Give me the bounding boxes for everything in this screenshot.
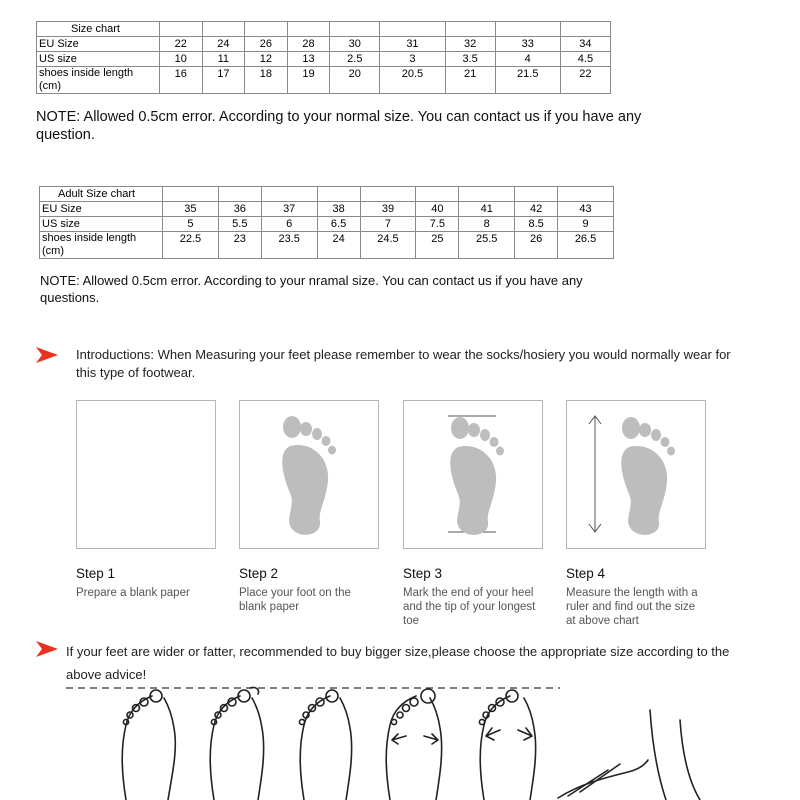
adult-us-row: US size 5 5.5 6 6.5 7 7.5 8 8.5 9 — [40, 217, 614, 232]
foot-outline-2 — [210, 687, 263, 800]
adult-eu-row: EU Size 35 36 37 38 39 40 41 42 43 — [40, 202, 614, 217]
footprint-icon — [567, 401, 705, 548]
measuring-intro: Introductions: When Measuring your feet please remember to wear the socks/hosiery you would normally wear for this type of footwear. — [76, 347, 731, 380]
foot-width-illustration — [60, 680, 720, 800]
kids-chart-title: Size chart — [37, 22, 160, 37]
foot-side-view — [558, 710, 700, 800]
step2-title: Step 2 — [239, 566, 279, 581]
foot-outline-1 — [122, 690, 175, 800]
adult-chart-title: Adult Size chart — [40, 187, 163, 202]
step2-desc: Place your foot on the blank paper — [239, 587, 351, 613]
footprint-icon — [404, 401, 542, 548]
adult-size-note: NOTE: Allowed 0.5cm error. According to your nramal size. You can contact us if you have any questions. — [40, 273, 583, 305]
foot-outline-5 — [479, 690, 535, 800]
adult-size-chart — [39, 186, 614, 259]
kids-size-note: NOTE: Allowed 0.5cm error. According to your normal size. You can contact us if you have any question. — [36, 109, 642, 143]
step3-foot-marked — [403, 400, 543, 549]
step4-title: Step 4 — [566, 566, 606, 581]
kids-length-row: shoes inside length (cm) 16 17 18 19 20 20.5 21 21.5 22 — [37, 67, 611, 94]
adult-length-row: shoes inside length (cm) 22.5 23 23.5 24 24.5 25 25.5 26 26.5 — [40, 232, 614, 259]
foot-outline-3 — [299, 690, 351, 800]
step1-desc: Prepare a blank paper — [76, 587, 190, 599]
step4-desc: Measure the length with a ruler and find out the size at above chart — [566, 587, 698, 627]
step2-foot-image — [239, 400, 379, 549]
size-advice: If your feet are wider or fatter, recommended to buy bigger size,please choose the appropriate size according to the above advice! — [66, 644, 730, 682]
kids-size-chart — [36, 21, 611, 94]
foot-outline-4 — [386, 689, 441, 800]
footprint-icon — [240, 401, 378, 548]
red-arrow-icon — [36, 347, 58, 363]
step1-title: Step 1 — [76, 566, 116, 581]
step4-foot-measured — [566, 400, 706, 549]
kids-eu-row: EU Size 22 24 26 28 30 31 32 33 34 — [37, 37, 611, 52]
kids-us-row: US size 10 11 12 13 2.5 3 3.5 4 4.5 — [37, 52, 611, 67]
step3-title: Step 3 — [403, 566, 443, 581]
step3-desc: Mark the end of your heel and the tip of your longest toe — [403, 587, 536, 627]
step1-blank-paper — [76, 400, 216, 549]
red-arrow-icon — [36, 641, 58, 657]
